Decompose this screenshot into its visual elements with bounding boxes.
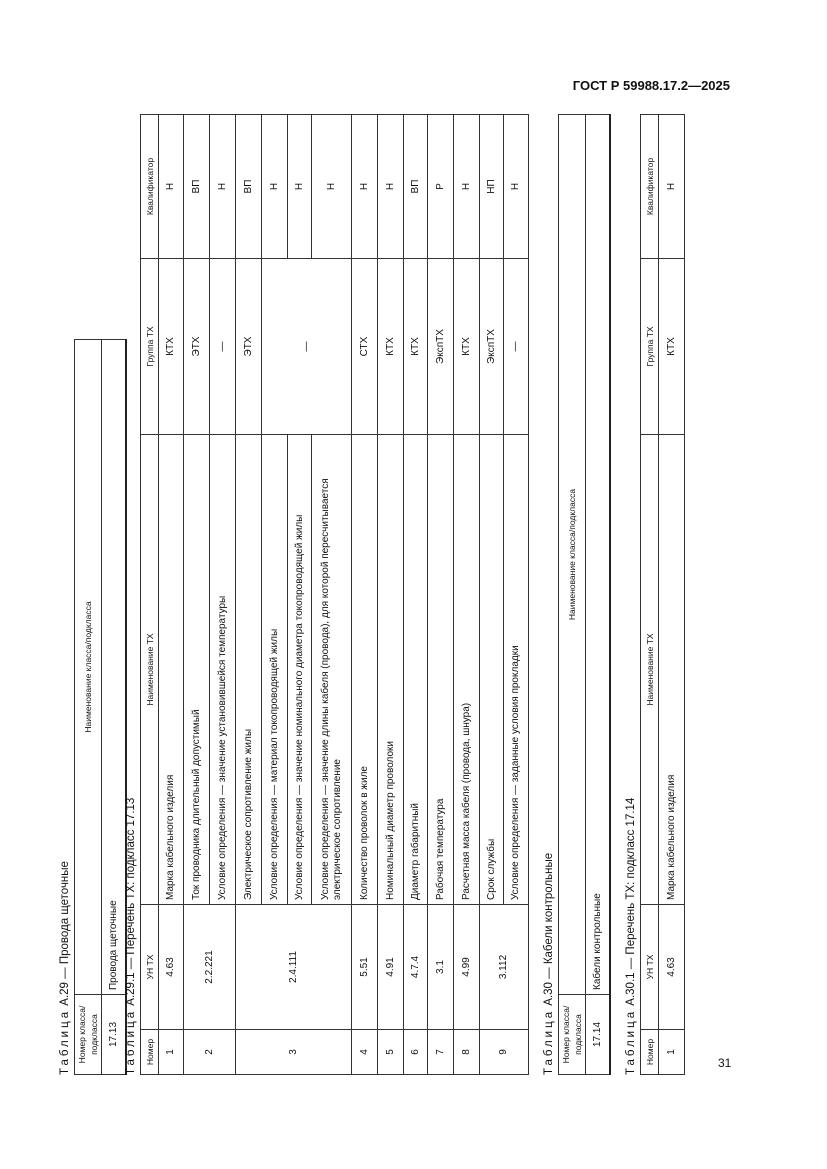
table-row: 1 4.63 Марка кабельного изделия КТХ Н xyxy=(659,115,685,1075)
header-class-name: Наименование класса/подкласса xyxy=(559,115,586,995)
header-qualifier: Квалификатор xyxy=(141,115,159,259)
header-un-tx: УН ТХ xyxy=(141,905,159,1030)
table-row: Условие определения — значение установившейся температуры — Н xyxy=(210,115,236,1075)
class-name-cell: Провода щеточные xyxy=(102,340,127,995)
page-number: 31 xyxy=(718,1056,732,1070)
table-row: 2 2.2.221 Ток проводника длительный допустимый ЭТХ ВП xyxy=(184,115,210,1075)
header-class-name: Наименование класса/подкласса xyxy=(75,340,102,995)
table-row: Условие определения — значение длины кабеля (провода), для которой пересчитывается электрическое сопротивление Н xyxy=(312,115,352,1075)
header-number: Номер xyxy=(641,1030,659,1075)
table-row: Условие определения — заданные условия прокладки — Н xyxy=(504,115,529,1075)
table-a29-1-section xyxy=(124,114,529,1075)
table-a29-section xyxy=(58,339,127,1075)
class-number-cell: 17.14 xyxy=(586,995,611,1075)
table-row: 6 4.7.4 Диаметр габаритный КТХ ВП xyxy=(404,115,428,1075)
class-name-cell: Кабели контрольные xyxy=(586,115,611,995)
table-a29-title: Таблица А.29 — Провода щеточные xyxy=(59,861,71,1075)
table-row: 5 4.91 Номинальный диаметр проволоки КТХ Н xyxy=(378,115,404,1075)
header-tx-name: Наименование ТХ xyxy=(141,435,159,905)
table-row: 8 4.99 Расчетная масса кабеля (провода, шнура) КТХ Н xyxy=(454,115,480,1075)
table-a29 xyxy=(74,339,127,1075)
header-tx-name: Наименование ТХ xyxy=(641,435,659,905)
table-a30-1-section xyxy=(624,114,685,1075)
table-row: Условие определения — значение номинального диаметра токопроводящей жилы Н xyxy=(288,115,312,1075)
table-row: 9 3.112 Срок службы ЭкспТХ НП xyxy=(480,115,504,1075)
table-row: 1 4.63 Марка кабельного изделия КТХ Н xyxy=(159,115,184,1075)
header-tx-group: Группа ТХ xyxy=(141,259,159,435)
table-row: 7 3.1 Рабочая температура ЭкспТХ Р xyxy=(428,115,454,1075)
header-un-tx: УН ТХ xyxy=(641,905,659,1030)
header-number: Номер xyxy=(141,1030,159,1075)
table-a30-title: Таблица А.30 — Кабели контрольные xyxy=(543,852,555,1075)
header-tx-group: Группа ТХ xyxy=(641,259,659,435)
table-a30-section xyxy=(542,114,611,1075)
table-row: 3 2.4.111 Электрическое сопротивление жилы ЭТХ ВП xyxy=(236,115,262,1075)
table-a29-1 xyxy=(140,114,529,1075)
table-row: Условие определения — материал токопроводящей жилы — Н xyxy=(262,115,288,1075)
header-class-number: Номер класса/подкласса xyxy=(559,995,586,1075)
header-class-number: Номер класса/подкласса xyxy=(75,995,102,1075)
document-header: ГОСТ Р 59988.17.2—2025 xyxy=(572,78,730,93)
table-row: 4 5.51 Количество проволок в жиле СТХ Н xyxy=(352,115,378,1075)
rotated-content xyxy=(58,115,728,1075)
header-qualifier: Квалификатор xyxy=(641,115,659,259)
table-a30-1 xyxy=(640,114,685,1075)
table-a29-1-title: Таблица А.29.1 — Перечень ТХ: подкласс 17.13 xyxy=(125,797,137,1075)
table-a30 xyxy=(558,114,611,1075)
table-a30-1-title: Таблица А.30.1 — Перечень ТХ: подкласс 17.14 xyxy=(625,797,637,1075)
class-number-cell: 17.13 xyxy=(102,995,127,1075)
